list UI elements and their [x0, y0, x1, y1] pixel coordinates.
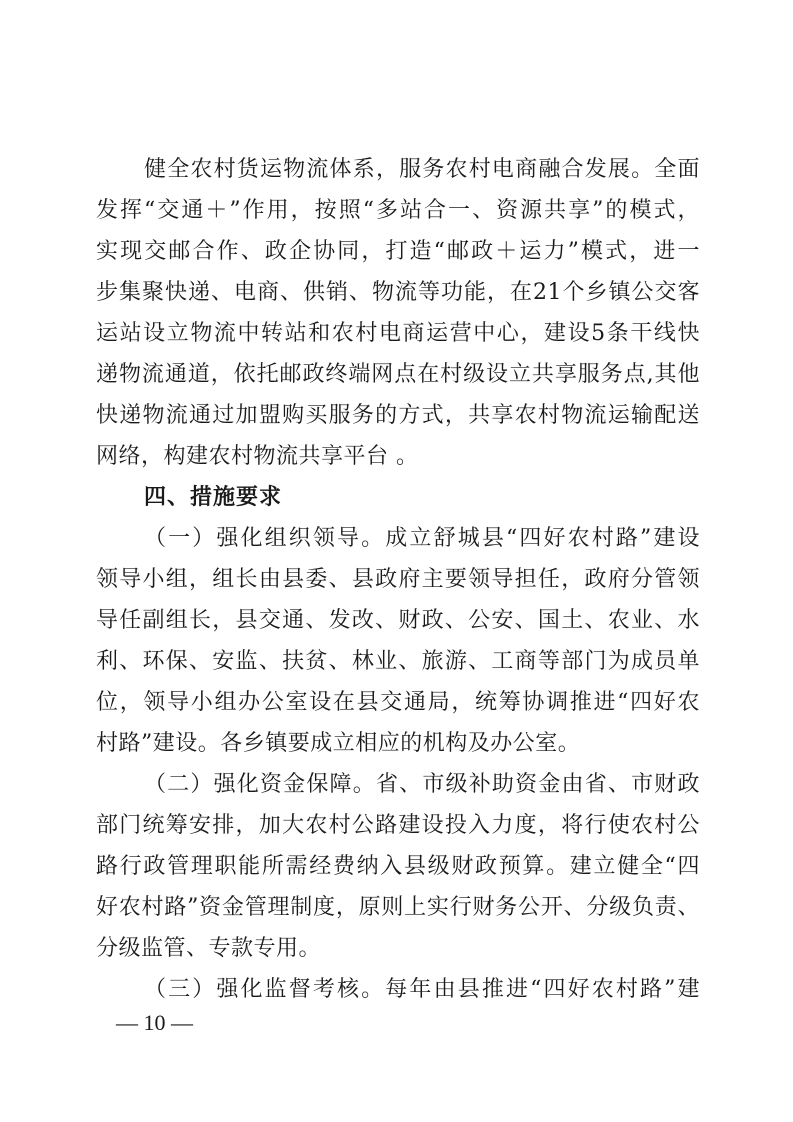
paragraph-line: 发挥“交通＋”作用，按照“多站合一、资源共享”的模式，	[96, 198, 700, 223]
page-number: — 10 —	[116, 1010, 193, 1035]
paragraph-line: （二）强化资金保障。省、市级补助资金由省、市财政	[144, 772, 700, 797]
paragraph-line: 实现交邮合作、政企协同，打造“邮政＋运力”模式，进一	[96, 239, 700, 264]
paragraph-line: 健全农村货运物流体系，服务农村电商融合发展。全面	[144, 157, 700, 182]
section-heading: 四、措施要求	[144, 485, 283, 510]
paragraph-line: 位，领导小组办公室设在县交通局，统筹协调推进“四好农	[96, 690, 700, 715]
paragraph-line: 网络，构建农村物流共享平台 。	[96, 444, 419, 469]
paragraph-line: 利、环保、安监、扶贫、林业、旅游、工商等部门为成员单	[96, 649, 700, 674]
paragraph-line: 快递物流通过加盟购买服务的方式，共享农村物流运输配送	[96, 403, 700, 428]
paragraph-line: 领导小组，组长由县委、县政府主要领导担任，政府分管领	[96, 567, 700, 592]
paragraph-line: 步集聚快递、电商、供销、物流等功能，在21个乡镇公交客	[96, 280, 700, 305]
paragraph-line: （一）强化组织领导。成立舒城县“四好农村路”建设	[144, 526, 700, 551]
paragraph-line: （三）强化监督考核。每年由县推进“四好农村路”建	[144, 977, 700, 1002]
paragraph-line: 导任副组长，县交通、发改、财政、公安、国土、农业、水	[96, 608, 700, 633]
paragraph-line: 路行政管理职能所需经费纳入县级财政预算。建立健全“四	[96, 854, 700, 879]
paragraph-line: 递物流通道，依托邮政终端网点在村级设立共享服务点,其他	[96, 362, 700, 387]
paragraph-line: 分级监管、专款专用。	[96, 936, 322, 961]
paragraph-line: 村路”建设。各乡镇要成立相应的机构及办公室。	[96, 731, 581, 756]
paragraph-line: 运站设立物流中转站和农村电商运营中心，建设5条干线快	[96, 321, 700, 346]
paragraph-line: 部门统筹安排，加大农村公路建设投入力度，将行使农村公	[96, 813, 700, 838]
paragraph-line: 好农村路”资金管理制度，原则上实行财务公开、分级负责、	[96, 895, 700, 920]
